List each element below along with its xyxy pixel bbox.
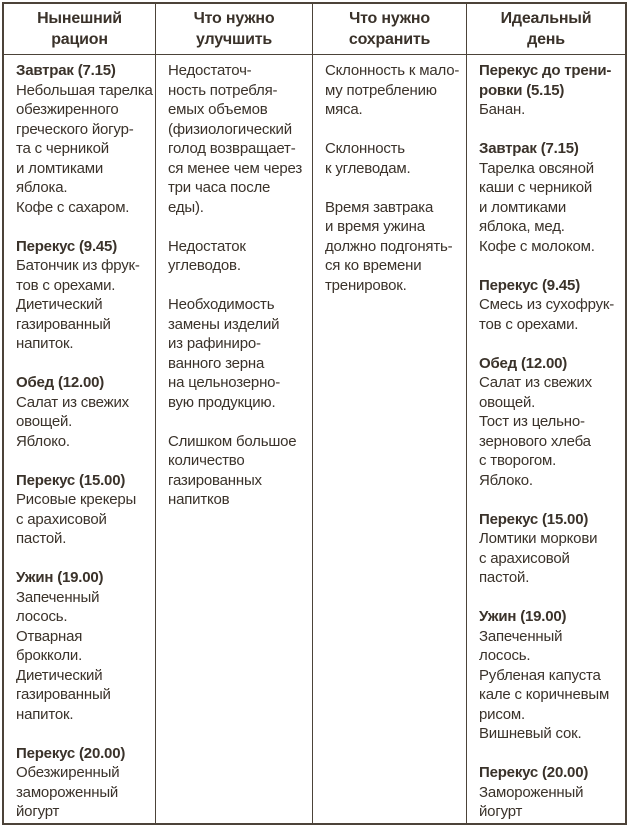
header-cell-ideal-day [467, 4, 625, 54]
meal-title-line: ровки (5.15) [479, 81, 565, 99]
text-line: му потреблению [325, 81, 437, 99]
text-line: тов с орехами. [479, 315, 579, 333]
text-block [325, 198, 458, 296]
meal-title-line: Перекус (20.00) [479, 764, 589, 781]
text-line: три часа после [168, 179, 271, 196]
text-line: Время завтрака [325, 198, 434, 216]
header-cell-what-to-improve [156, 4, 313, 54]
text-line: Отварная [16, 627, 83, 645]
text-line: яблока, мед. [479, 218, 565, 235]
header-line: Нынешний [37, 10, 122, 27]
text-line: Яблоко. [479, 471, 533, 489]
text-line: Кофе с молоком. [479, 237, 595, 255]
text-line: та с черникой [16, 140, 109, 157]
text-line: на цельнозерно- [168, 374, 281, 391]
text-line: еды). [168, 198, 204, 216]
text-block [479, 510, 617, 588]
text-line: Ломтики моркови [479, 530, 598, 547]
text-line: Вишневый сок. [479, 725, 582, 742]
text-line: Батончик из фрук- [16, 257, 140, 274]
text-line: Запеченный [479, 627, 563, 645]
text-line: тов с орехами. [16, 276, 116, 294]
text-line: количество [168, 452, 245, 469]
text-block [168, 295, 304, 412]
text-line: и ломтиками [479, 198, 567, 216]
header-cell-current-diet [4, 4, 156, 54]
text-line: тренировок. [325, 276, 407, 294]
text-line: греческого йогур- [16, 120, 134, 138]
body-cell-ideal-day [467, 55, 625, 823]
text-line: Обезжиренный [16, 764, 120, 781]
text-line: замены изделий [168, 315, 280, 333]
text-line: с арахисовой [16, 510, 107, 528]
text-line: газированный [16, 686, 111, 703]
diet-comparison-table [2, 2, 627, 825]
meal-title-line: Перекус (15.00) [479, 510, 589, 528]
text-line: ность потребля- [168, 81, 278, 99]
header-line: Что нужно [349, 10, 430, 27]
text-line: Смесь из сухофрук- [479, 296, 615, 313]
text-block [479, 607, 617, 744]
meal-title-line: Перекус (15.00) [16, 471, 126, 489]
text-line: Небольшая тарелка [16, 81, 153, 99]
text-line: йогурт [479, 803, 523, 820]
table-body-row [4, 55, 625, 823]
text-line: должно подгонять- [325, 237, 453, 255]
text-block [325, 61, 458, 120]
text-block [16, 744, 147, 822]
header-line: улучшить [195, 31, 273, 48]
text-line: ванного зерна [168, 354, 265, 372]
text-line: яблока. [16, 179, 68, 196]
text-block [479, 763, 617, 822]
text-line: и время ужина [325, 218, 425, 235]
text-block [479, 139, 617, 256]
text-line: к углеводам. [325, 159, 411, 177]
text-line: Салат из свежих [479, 374, 592, 391]
body-cell-what-to-improve [156, 55, 313, 823]
text-line: газированный [16, 315, 111, 333]
text-line: емых объемов [168, 101, 268, 118]
text-line: с творогом. [479, 452, 557, 469]
header-cell-what-to-keep [313, 4, 467, 54]
text-line: и ломтиками [16, 159, 104, 177]
text-line: каши с черникой [479, 179, 593, 196]
body-cell-current-diet [4, 55, 156, 823]
text-line: Рисовые крекеры [16, 491, 137, 508]
text-line: напиток. [16, 705, 74, 723]
meal-title-line: Перекус (9.45) [479, 276, 580, 294]
text-line: Рубленая капуста [479, 666, 601, 684]
text-line: Склонность [325, 140, 405, 157]
text-line: Яблоко. [16, 432, 70, 450]
text-line: замороженный [16, 783, 119, 801]
text-block [479, 61, 617, 120]
text-line: Диетический [16, 296, 103, 313]
text-line: Диетический [16, 666, 103, 684]
text-line: напиток. [16, 335, 74, 352]
body-cell-what-to-keep [313, 55, 467, 823]
text-line: с арахисовой [479, 549, 570, 567]
text-line: Тарелка овсяной [479, 159, 594, 177]
text-line: кале с коричневым [479, 686, 610, 703]
meal-title-line: Перекус (20.00) [16, 744, 126, 762]
text-line: рисом. [479, 705, 526, 723]
text-line: ся ко времени [325, 257, 422, 274]
text-line: лосось. [479, 647, 531, 664]
text-line: Тост из цельно- [479, 413, 585, 430]
table-header-row [4, 4, 625, 55]
meal-title-line: Перекус (9.45) [16, 237, 117, 255]
text-line: вую продукцию. [168, 393, 276, 411]
meal-title-line: Завтрак (7.15) [479, 140, 579, 157]
text-line: Недостаток [168, 237, 246, 255]
header-line: Идеальный [500, 10, 592, 27]
text-line: Необходимость [168, 296, 275, 313]
text-block [16, 373, 147, 451]
text-line: Недостаточ- [168, 62, 252, 79]
header-line: Что нужно [193, 10, 275, 27]
text-line: углеводов. [168, 257, 241, 274]
text-block [168, 432, 304, 510]
text-block [479, 276, 617, 335]
text-line: Замороженный [479, 783, 584, 801]
text-line: мяса. [325, 101, 363, 118]
text-block [16, 237, 147, 354]
text-line: лосось. [16, 608, 68, 625]
text-line: обезжиренного [16, 101, 119, 118]
text-block [168, 61, 304, 217]
text-line: Запеченный [16, 588, 100, 606]
meal-title-line: Ужин (19.00) [16, 569, 104, 586]
text-line: овощей. [479, 393, 536, 411]
text-block [16, 61, 153, 217]
text-line: брокколи. [16, 647, 83, 664]
text-line: из рафиниро- [168, 335, 261, 352]
text-line: ся менее чем через [168, 159, 303, 177]
text-line: Салат из свежих [16, 393, 129, 411]
text-line: Слишком большое [168, 432, 297, 450]
meal-title-line: Перекус до трени- [479, 62, 612, 79]
text-line: овощей. [16, 413, 73, 430]
header-line: рацион [51, 31, 108, 48]
text-line: Банан. [479, 101, 526, 118]
header-line: день [527, 31, 565, 48]
text-block [479, 354, 617, 491]
meal-title-line: Завтрак (7.15) [16, 62, 116, 79]
text-block [16, 471, 147, 549]
text-line: газированных [168, 471, 262, 489]
text-line: зернового хлеба [479, 432, 591, 450]
text-line: пастой. [16, 530, 67, 547]
text-line: Кофе с сахаром. [16, 198, 130, 216]
text-line: (физиологический [168, 120, 292, 138]
text-block [16, 568, 147, 724]
header-line: сохранить [348, 31, 431, 48]
text-block [168, 237, 304, 276]
text-line: пастой. [479, 569, 530, 586]
text-block [325, 139, 458, 178]
text-line: напитков [168, 491, 230, 508]
text-line: Склонность к мало- [325, 62, 460, 79]
meal-title-line: Ужин (19.00) [479, 608, 567, 625]
text-line: голод возвращает- [168, 140, 296, 157]
text-line: йогурт [16, 803, 60, 820]
meal-title-line: Обед (12.00) [479, 354, 568, 372]
meal-title-line: Обед (12.00) [16, 374, 105, 391]
